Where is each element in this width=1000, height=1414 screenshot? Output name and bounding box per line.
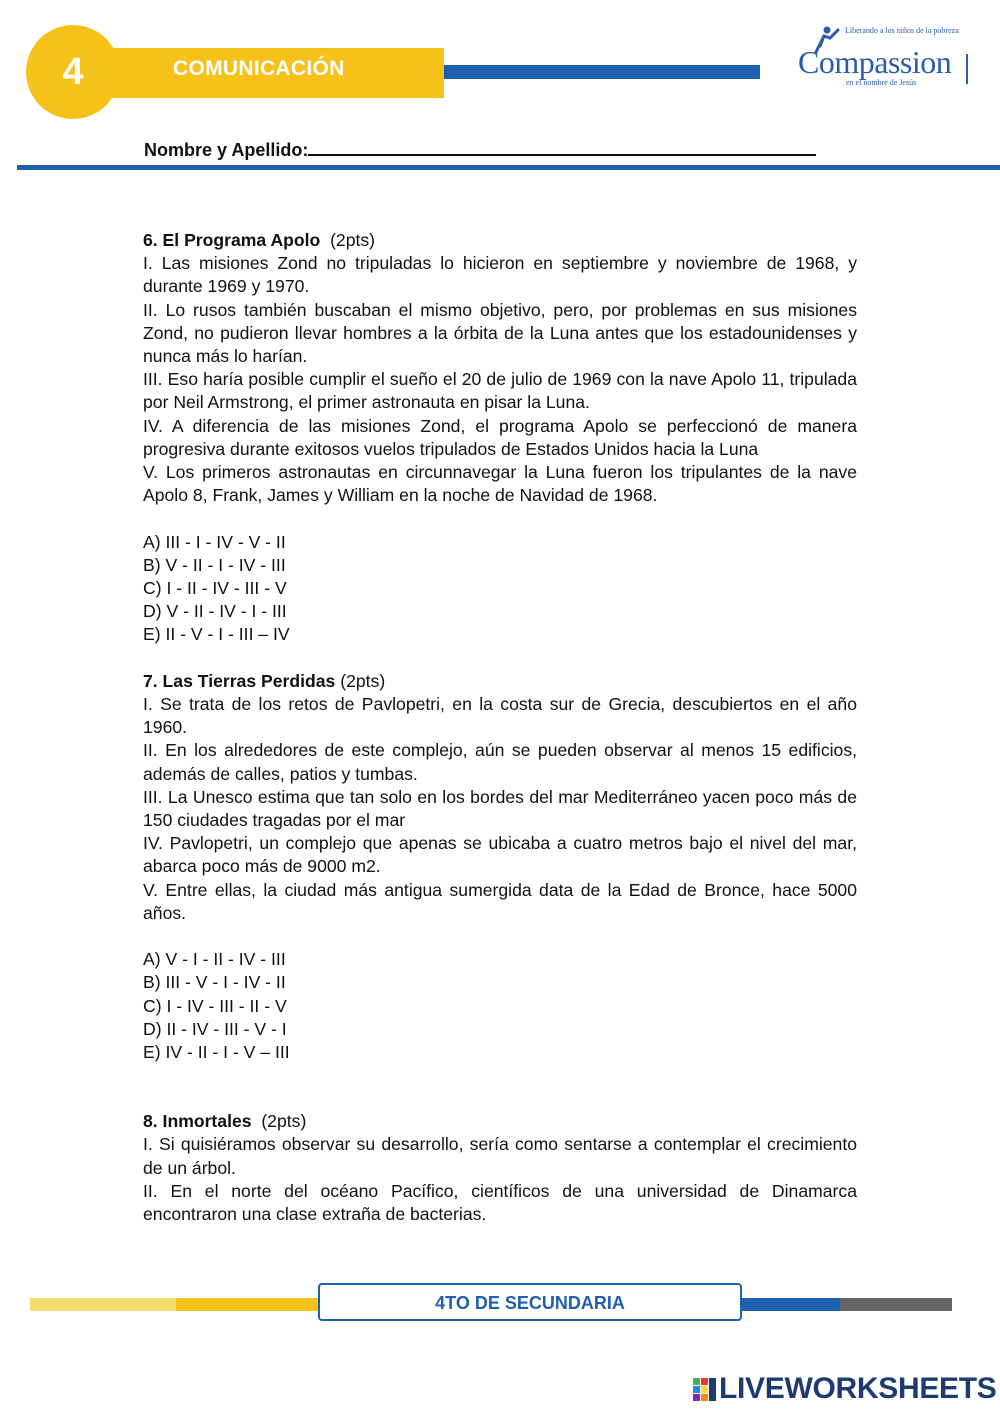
logo-subtitle: en el nombre de Jesús [846,78,917,87]
statement: I. Si quisiéramos observar su desarrollo, sería como sentarse a contemplar el crecimiento de un árbol. [143,1134,857,1178]
question-title-line [143,229,857,252]
footer-bar-gray [840,1298,952,1311]
question-title: 8. Inmortales [143,1111,252,1132]
statement: II. Lo rusos también buscaban el mismo objetivo, pero, por problemas en sus misiones Zond, no pudieron llevar hombres a la órbita de la Luna antes que los estadounidenses y nunca más lo harían. [143,299,857,367]
question-7 [143,670,857,1064]
question-points: (2pts) [330,230,376,250]
footer-bar-light-yellow [30,1298,176,1311]
question-title-line [143,670,857,693]
answer-option[interactable]: A) V - I - II - IV - III [143,949,286,970]
name-label: Nombre y Apellido: [144,140,309,160]
statement: I. Se trata de los retos de Pavlopetri, en la costa sur de Grecia, descubiertos en el año 1960. [143,694,857,738]
answer-option[interactable]: B) V - II - I - IV - III [143,554,286,575]
statement: IV. A diferencia de las misiones Zond, el programa Apolo se perfeccionó de manera progresiva durante exitosos vuelos tripulados de Estados Unidos hacia la Luna [143,415,857,459]
footer-grade-label: 4TO DE SECUNDARIA [435,1293,625,1313]
statement: V. Entre ellas, la ciudad más antigua sumergida data de la Edad de Bronce, hace 5000 años. [143,879,857,923]
question-6 [143,229,857,647]
liveworksheets-watermark: LIVEWORKSHEETS [719,1372,997,1405]
question-8 [143,1110,857,1226]
question-title-line [143,1110,857,1133]
worksheet-content [143,229,857,1226]
statement: II. En el norte del océano Pacífico, científicos de una universidad de Dinamarca encontraron una clase extraña de bacterias. [143,1180,857,1225]
statement: IV. Pavlopetri, un complejo que apenas se ubicaba a cuatro metros bajo el nivel del mar, abarca poco más de 9000 m2. [143,833,857,877]
answer-option[interactable]: D) V - II - IV - I - III [143,601,287,622]
answer-option[interactable]: E) II - V - I - III – IV [143,624,290,645]
question-title: 7. Las Tierras Perdidas [143,670,336,691]
student-name-field[interactable] [144,137,816,161]
answer-option[interactable]: C) I - II - IV - III - V [143,578,287,599]
grade-number: 4 [62,51,84,93]
name-underline[interactable] [308,137,816,156]
header-divider [17,165,1000,170]
subject-title: COMUNICACIÓN [173,57,345,80]
logo-tagline: Liberando a los niños de la pobreza [845,26,959,35]
answer-option[interactable]: B) III - V - I - IV - II [143,972,286,993]
statement: II. En los alrededores de este complejo, aún se pueden observar al menos 15 edificios, además de calles, patios y tumbas. [143,740,857,784]
footer-bar-blue [742,1298,840,1311]
statement: III. La Unesco estima que tan solo en los bordes del mar Mediterráneo yacen poco más de 150 ciudades tragadas por el mar [143,786,857,831]
question-title: 6. El Programa Apolo [143,230,321,250]
answer-option[interactable]: E) IV - II - I - V – III [143,1042,290,1063]
question-points: (2pts) [261,1111,307,1132]
logo-name: Compassion [798,44,952,80]
footer-bar-yellow [176,1298,320,1311]
statement: V. Los primeros astronautas en circunnavegar la Luna fueron los tripulantes de la nave Apolo 8, Frank, James y William en la noche de Navidad de 1968. [143,462,857,506]
answer-option[interactable]: A) III - I - IV - V - II [143,531,286,552]
statement: III. Eso haría posible cumplir el sueño el 20 de julio de 1969 con la nave Apolo 11, tripulada por Neil Armstrong, el primer astronauta en pisar la Luna. [143,369,857,413]
answer-option[interactable]: C) I - IV - III - II - V [143,995,287,1016]
header-blue-bar [444,65,760,79]
liveworksheets-icon [693,1378,717,1402]
statement: I. Las misiones Zond no tripuladas lo hicieron en septiembre y noviembre de 1968, y durante 1969 y 1970. [143,253,857,297]
logo-divider [966,54,968,84]
question-points: (2pts) [340,670,386,691]
answer-option[interactable]: D) II - IV - III - V - I [143,1018,287,1039]
